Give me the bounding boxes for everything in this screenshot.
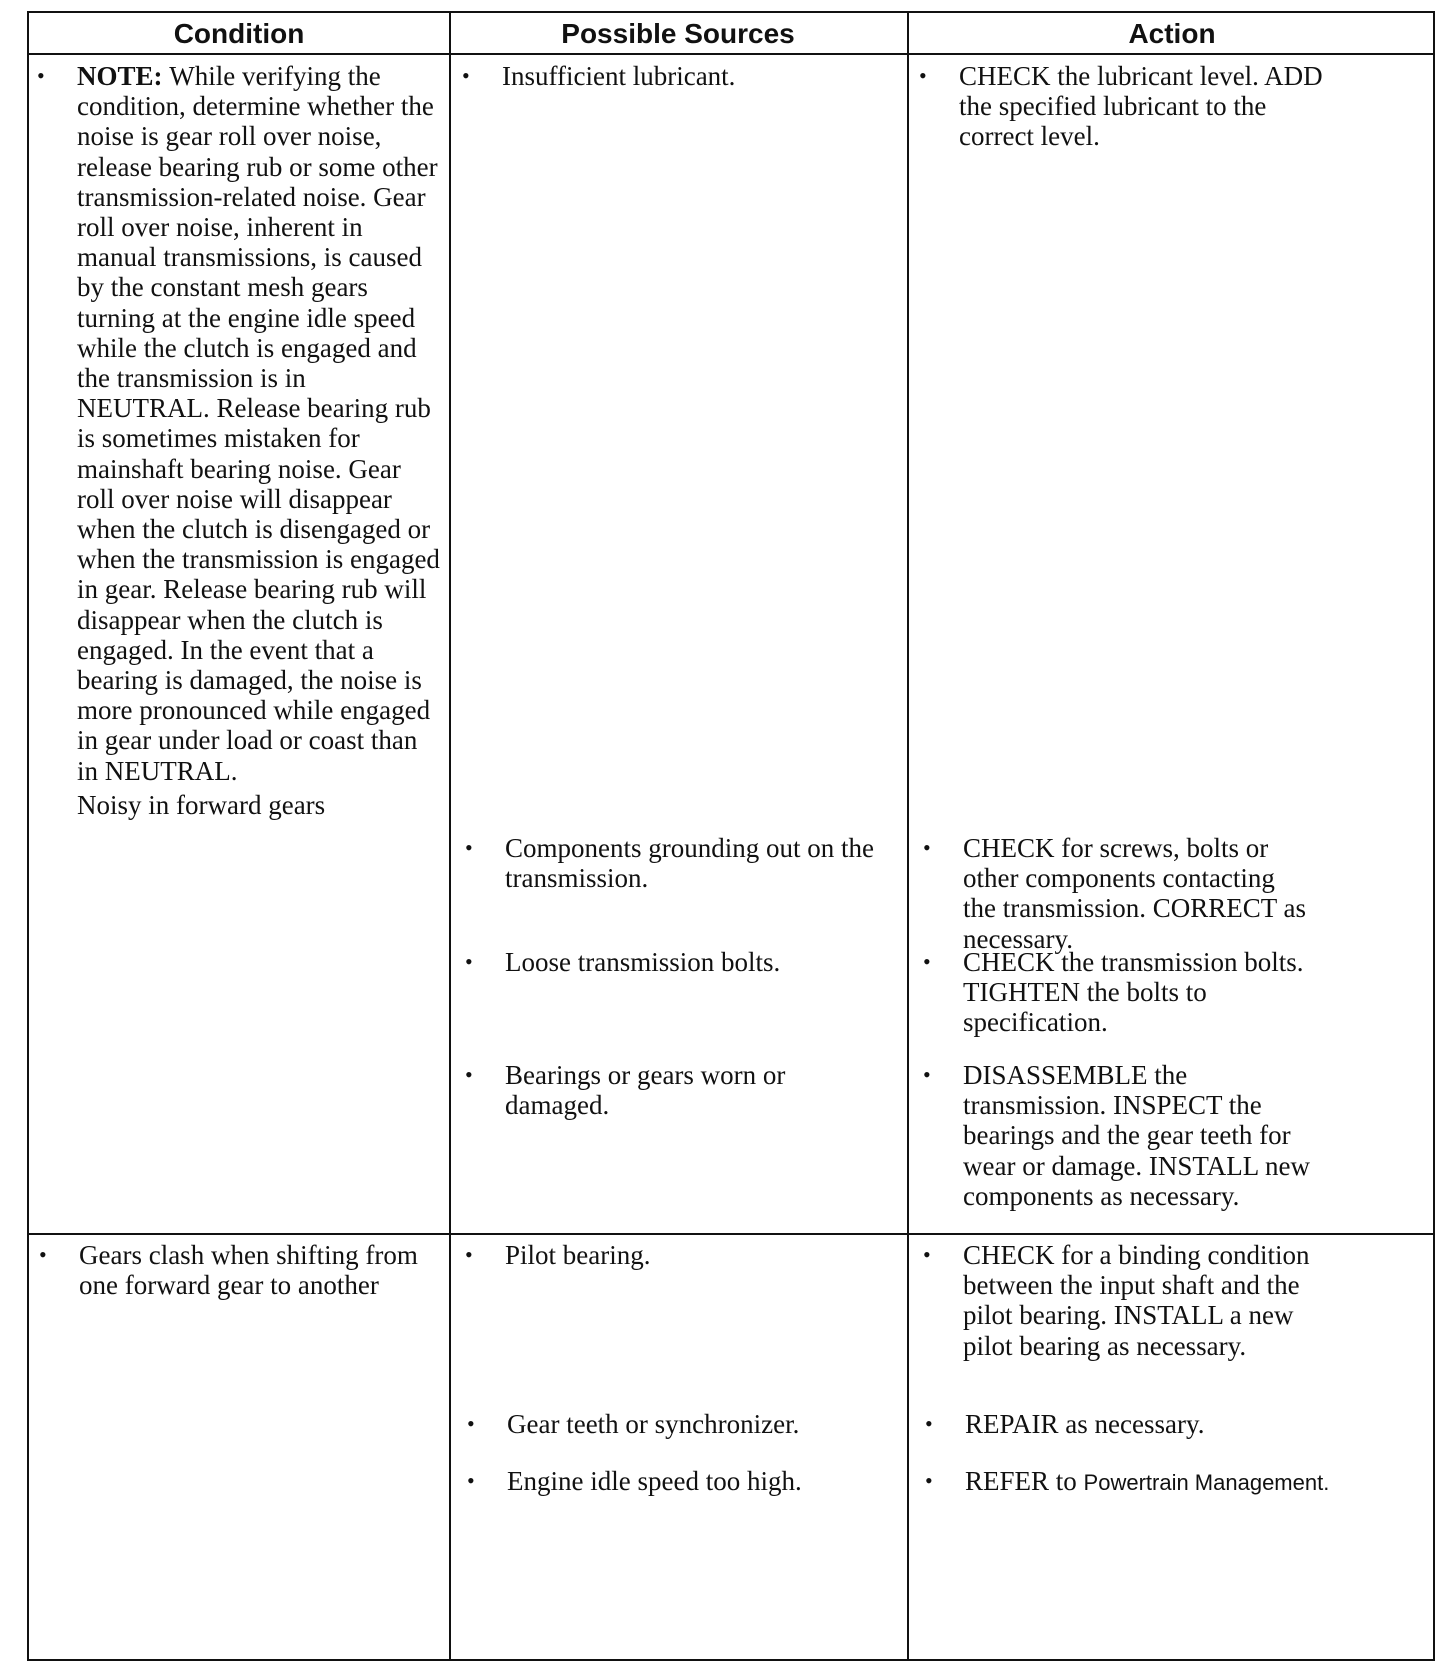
bullet: •	[923, 1062, 931, 1087]
note-label: NOTE:	[77, 61, 163, 91]
action-item	[919, 61, 1339, 152]
action-item	[923, 833, 1313, 954]
header-action: Action	[1128, 18, 1216, 49]
bullet: •	[465, 835, 473, 860]
bullet: •	[923, 949, 931, 974]
condition-gears-clash	[39, 1240, 445, 1301]
condition-title: Noisy in forward gears	[77, 789, 326, 820]
source-item	[467, 1409, 877, 1439]
source-item	[465, 1060, 875, 1121]
note-text: While verifying the condition, determine whether the noise is gear roll over noise, release bearing rub or some other transmission-related noise. Gear roll over noise, inherent in manual transmissions, is caused by the constant mesh gears turning at the engine idle speed while the clutch is engaged and the transmission is in NEUTRAL. Release bearing rub is sometimes mistaken for mainshaft bearing noise. Gear roll over noise will disappear when the clutch is disengaged or when the transmission is engaged in gear. Release bearing rub will disappear when the clutch is engaged. In the event that a bearing is damaged, the noise is more pronounced while engaged in gear under load or coast than in NEUTRAL.	[77, 61, 440, 786]
source-item	[467, 1466, 877, 1496]
row-divider	[29, 1233, 1433, 1235]
source-text: Loose transmission bolts.	[505, 947, 781, 977]
action-text: CHECK the lubricant level. ADD the specified lubricant to the correct level.	[959, 61, 1323, 152]
source-item	[465, 833, 875, 894]
action-item	[923, 1240, 1323, 1361]
action-text: DISASSEMBLE the transmission. INSPECT the bearings and the gear teeth for wear or damage. INSTALL new components as necessary.	[963, 1060, 1310, 1211]
source-text: Components grounding out on the transmission.	[505, 833, 874, 894]
action-item	[923, 1060, 1333, 1211]
bullet: •	[923, 1242, 931, 1267]
bullet: •	[923, 835, 931, 860]
condition-note	[37, 61, 445, 820]
source-text: Insufficient lubricant.	[502, 61, 736, 91]
action-item	[925, 1409, 1335, 1439]
action-text: CHECK for a binding condition between the input shaft and the pilot bearing. INSTALL a new pilot bearing as necessary.	[963, 1240, 1310, 1361]
source-item	[462, 61, 882, 91]
action-text: REPAIR as necessary.	[965, 1409, 1205, 1439]
action-text: CHECK the transmission bolts. TIGHTEN the bolts to specification.	[963, 947, 1304, 1038]
bullet: •	[467, 1411, 475, 1436]
condition-title: Gears clash when shifting from one forward gear to another	[79, 1240, 418, 1301]
bullet: •	[919, 63, 927, 88]
source-item	[465, 947, 875, 977]
source-text: Bearings or gears worn or damaged.	[505, 1060, 786, 1121]
action-item	[925, 1466, 1435, 1498]
bullet: •	[925, 1411, 933, 1436]
bullet: •	[462, 63, 470, 88]
bullet: •	[39, 1242, 47, 1267]
bullet: •	[465, 949, 473, 974]
bullet: •	[37, 63, 45, 88]
action-text: CHECK for screws, bolts or other components contacting the transmission. CORRECT as necessary.	[963, 833, 1307, 954]
action-reference: Powertrain Management.	[1083, 1470, 1330, 1495]
bullet: •	[925, 1468, 933, 1493]
source-text: Engine idle speed too high.	[507, 1466, 802, 1496]
bullet: •	[467, 1468, 475, 1493]
bullet: •	[465, 1062, 473, 1087]
header-condition: Condition	[173, 18, 305, 49]
source-item	[465, 1240, 875, 1270]
column-divider	[907, 13, 909, 1659]
troubleshooting-table	[27, 11, 1435, 1661]
action-item	[923, 947, 1333, 1038]
bullet: •	[465, 1242, 473, 1267]
source-text: Pilot bearing.	[505, 1240, 651, 1270]
header-possible-sources: Possible Sources	[561, 18, 795, 49]
column-divider	[449, 13, 451, 1659]
action-text: REFER to	[965, 1466, 1077, 1496]
source-text: Gear teeth or synchronizer.	[507, 1409, 800, 1439]
